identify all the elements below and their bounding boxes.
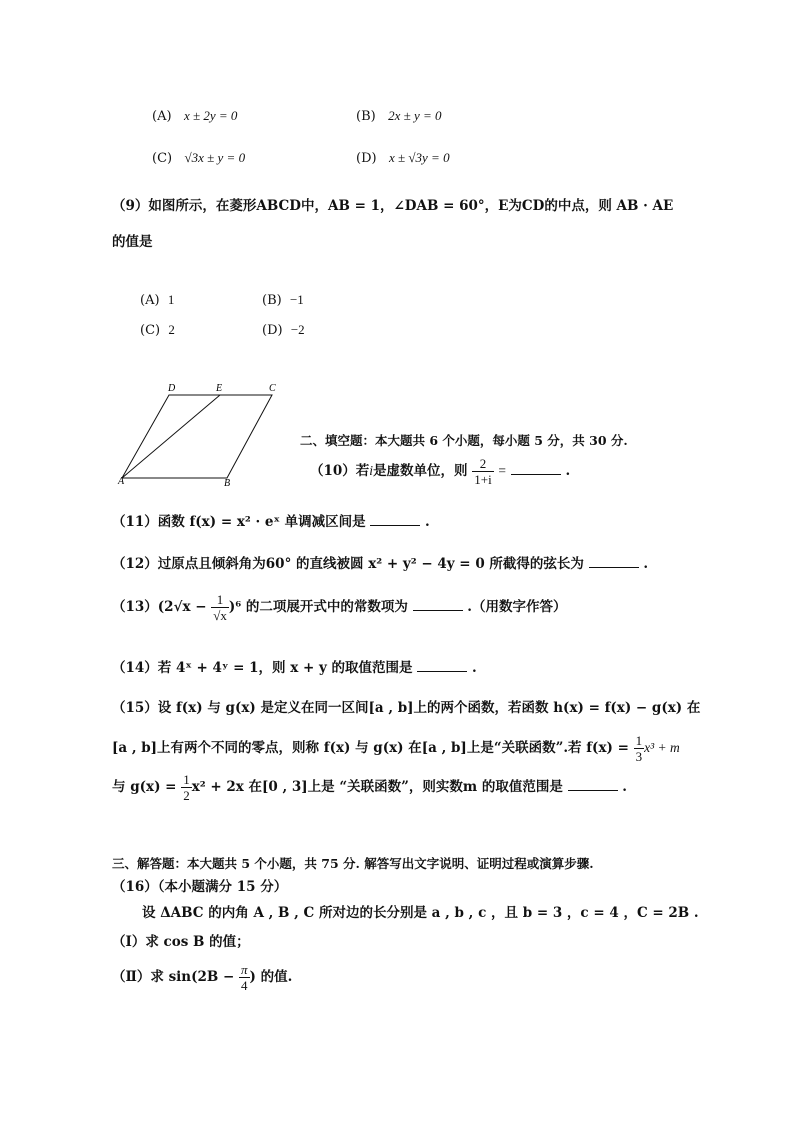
q15-line3 (112, 772, 627, 803)
q9-option-b-value: −1 (289, 292, 304, 307)
q8-option-c-label: (C) (152, 151, 173, 166)
q13-fraction (211, 592, 229, 623)
q9-option-d-label: (D) (262, 323, 283, 338)
q15-line3-prefix: 与 g(x) = (112, 779, 182, 795)
q16-part1: （Ⅰ）求 cos B 的值； (112, 934, 250, 950)
q8-option-b (356, 108, 442, 124)
q10 (310, 456, 570, 487)
q15-line2-prefix: [a , b]上有两个不同的零点，则称 f(x) 与 g(x) 在[a , b]上是“关联函数”.若 f(x) = (112, 740, 634, 756)
q10-mid: 是虚数单位，则 (373, 463, 468, 479)
q10-answer-blank[interactable] (511, 461, 561, 476)
q14-end: . (471, 660, 477, 676)
q15-line3-fraction (181, 772, 192, 803)
vertex-label-e: E (216, 383, 223, 394)
q11-answer-blank[interactable] (370, 512, 420, 527)
q9-option-c-value: 2 (168, 322, 175, 337)
q9-stem-line2: 的值是 (112, 234, 153, 250)
q12-answer-blank[interactable] (589, 554, 639, 569)
q14-answer-blank[interactable] (417, 658, 467, 673)
q15-line3-suffix: x² + 2x 在[0 , 3]上是 “关联函数”，则实数m 的取值范围是 (191, 779, 563, 795)
q10-end: . (565, 463, 571, 479)
rhombus-diagram (112, 380, 292, 490)
q9-option-d (262, 322, 305, 338)
q11-end: . (425, 514, 430, 530)
q8-option-a (152, 108, 237, 124)
q16-part2 (112, 962, 292, 993)
q13-numerator: 1 (211, 592, 229, 608)
q15-line2-numerator: 1 (635, 733, 643, 748)
q16-part2-numerator: π (241, 962, 248, 977)
q9-option-d-value: −2 (290, 322, 305, 337)
q16-stem: 设 ΔABC 的内角 A , B , C 所对边的长分别是 a , b , c ，且 b = 3 ，c = 4 ，C = 2B . (142, 905, 699, 921)
q16-part2-fraction (239, 962, 250, 993)
q15-line2-fraction (634, 733, 645, 764)
q8-option-a-text: x ± 2y = 0 (183, 108, 238, 123)
q15-line2-denominator: 3 (635, 749, 643, 764)
q10-fraction (472, 456, 493, 487)
q15-line1: （15）设 f(x) 与 g(x) 是定义在同一区间[a , b]上的两个函数，若函数 h(x) = f(x) − g(x) 在 (112, 700, 701, 716)
q11-text: （11）函数 f(x) = x² · eˣ 单调减区间是 (112, 514, 366, 530)
q9-option-c-label: (C) (140, 323, 161, 338)
q15-line3-numerator: 1 (183, 772, 190, 787)
q15-line2-suffix: x³ + m (644, 740, 680, 755)
q9-option-c (140, 322, 175, 338)
q8-option-a-label: (A) (152, 109, 172, 124)
q9-option-a-label: (A) (140, 293, 160, 308)
vertex-label-d: D (168, 383, 176, 394)
vertex-label-a: A (118, 476, 125, 487)
q8-option-b-text: 2x ± y = 0 (388, 108, 442, 123)
q10-prefix: （10）若 (310, 463, 370, 479)
q13-prefix: （13）(2√x − (112, 599, 212, 615)
q15-line2 (112, 733, 680, 764)
q14-text: （14）若 4ˣ + 4ʸ = 1，则 x + y 的取值范围是 (112, 660, 413, 676)
rhombus-outline (122, 395, 272, 478)
q8-option-d-text: x ± √3y = 0 (388, 150, 450, 165)
q8-option-c-text: √3x ± y = 0 (184, 150, 246, 165)
q10-numerator: 2 (472, 456, 493, 472)
vertex-label-c: C (269, 383, 276, 394)
q10-denominator: 1+i (474, 472, 492, 487)
q15-line3-denominator: 2 (183, 788, 190, 803)
q16-part2-prefix: （Ⅱ）求 sin(2B − (112, 969, 240, 985)
q12 (112, 552, 648, 572)
q9-option-a (140, 292, 174, 308)
q15-answer-blank[interactable] (568, 777, 618, 792)
q9-stem-line1: （9）如图所示，在菱形ABCD中，AB = 1，∠DAB = 60°，E为CD的中点，则 AB · AE (112, 198, 674, 214)
segment-ae (122, 395, 220, 478)
q16-title: （16）（本小题满分 15 分） (112, 879, 288, 895)
q9-option-b-label: (B) (262, 293, 282, 308)
q12-text: （12）过原点且倾斜角为60° 的直线被圆 x² + y² − 4y = 0 所截得的弦长为 (112, 556, 584, 572)
q10-equals: = (498, 463, 507, 478)
section2-heading: 二、填空题：本大题共 6 个小题，每小题 5 分，共 30 分. (300, 433, 628, 448)
q15-end: . (622, 779, 627, 795)
q13-denominator: √x (213, 608, 227, 623)
q8-option-c (152, 150, 245, 166)
q11 (112, 510, 430, 530)
q12-end: . (643, 556, 649, 572)
q14 (112, 656, 477, 676)
q16-part2-suffix: ) 的值. (249, 969, 293, 985)
q9-option-b (262, 292, 304, 308)
section3-heading: 三、解答题：本大题共 5 个小题，共 75 分. 解答写出文字说明、证明过程或演算步骤. (112, 856, 594, 871)
q8-option-b-label: (B) (356, 109, 376, 124)
q8-option-d-label: (D) (356, 151, 377, 166)
q13 (112, 592, 566, 623)
q13-answer-blank[interactable] (413, 597, 463, 612)
q16-part2-denominator: 4 (241, 978, 248, 993)
q8-option-d (356, 150, 450, 166)
q13-end: .（用数字作答） (467, 599, 567, 615)
q10-i: i (369, 463, 374, 478)
q13-suffix: )⁶ 的二项展开式中的常数项为 (228, 599, 408, 615)
q9-option-a-value: 1 (167, 292, 175, 307)
vertex-label-b: B (224, 478, 231, 489)
